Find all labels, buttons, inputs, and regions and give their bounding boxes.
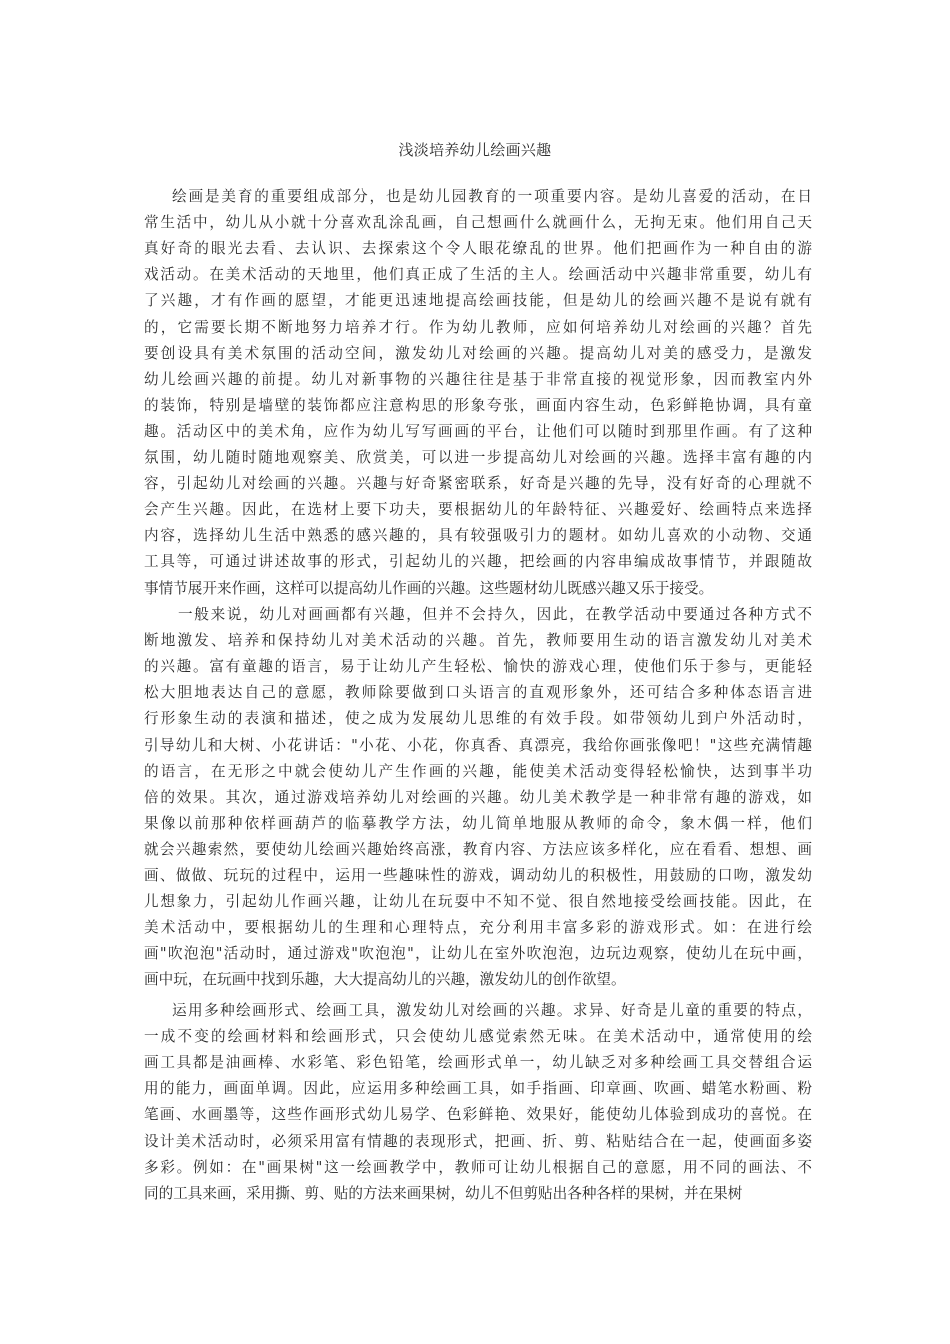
paragraph-2-line: 就会兴趣索然，要使幼儿绘画兴趣始终高涨，教育内容、方法应该多样化，应在看看、想想、画 xyxy=(144,841,812,858)
paragraph-3-line: 用的能力，画面单调。因此，应运用多种绘画工具，如手指画、印章画、吹画、蜡笔水粉画、粉 xyxy=(144,1080,812,1097)
paragraph-3-line: 设计美术活动时，必须采用富有情趣的表现形式，把画、折、剪、粘贴结合在一起，使画面多姿 xyxy=(144,1133,812,1150)
paragraph-1-line: 工具等，可通过讲述故事的形式，引起幼儿的兴趣，把绘画的内容串编成故事情节，并跟随故 xyxy=(144,553,812,570)
paragraph-3-line: 笔画、水画墨等，这些作画形式幼儿易学、色彩鲜艳、效果好，能使幼儿体验到成功的喜悦。在 xyxy=(144,1106,812,1123)
paragraph-3-line: 运用多种绘画形式、绘画工具，激发幼儿对绘画的兴趣。求异、好奇是儿童的重要的特点， xyxy=(172,1002,812,1019)
paragraph-1-line: 容，引起幼儿对绘画的兴趣。兴趣与好奇紧密联系，好奇是兴趣的先导，没有好奇的心理就不 xyxy=(144,475,812,492)
paragraph-1-line: 内容，选择幼儿生活中熟悉的感兴趣的，具有较强吸引力的题材。如幼儿喜欢的小动物、交通 xyxy=(144,527,812,544)
paragraph-2-line: 美术活动中，要根据幼儿的生理和心理特点，充分利用丰富多彩的游戏形式。如：在进行绘 xyxy=(144,919,812,936)
paragraph-1-line: 要创设具有美术氛围的活动空间，激发幼儿对绘画的兴趣。提高幼儿对美的感受力，是激发 xyxy=(144,345,812,362)
paragraph-2-line: 倍的效果。其次，通过游戏培养幼儿对绘画的兴趣。幼儿美术教学是一种非常有趣的游戏，如 xyxy=(144,789,812,806)
paragraph-2-line: 儿想象力，引起幼儿作画兴趣，让幼儿在玩耍中不知不觉、很自然地接受绘画技能。因此，在 xyxy=(144,893,812,910)
paragraph-3-line: 多彩。例如：在"画果树"这一绘画教学中，教师可让幼儿根据自己的意愿，用不同的画法、不 xyxy=(144,1159,812,1176)
paragraph-1-line: 会产生兴趣。因此，在选材上要下功夫，要根据幼儿的年龄特征、兴趣爱好、绘画特点来选择 xyxy=(144,501,812,518)
paragraph-2-line: 一般来说，幼儿对画画都有兴趣，但并不会持久，因此，在教学活动中要通过各种方式不 xyxy=(178,606,812,623)
paragraph-1-line: 了兴趣，才有作画的愿望，才能更迅速地提高绘画技能，但是幼儿的绘画兴趣不是说有就有 xyxy=(144,292,812,309)
paragraph-2-line: 果像以前那种依样画葫芦的临摹教学方法，幼儿简单地服从教师的命令，象木偶一样，他们 xyxy=(144,815,812,832)
paragraph-1-line: 事情节展开来作画，这样可以提高幼儿作画的兴趣。这些题材幼儿既感兴趣又乐于接受。 xyxy=(144,580,714,597)
paragraph-1-line: 常生活中，幼儿从小就十分喜欢乱涂乱画，自己想画什么就画什么，无拘无束。他们用自己天 xyxy=(144,214,812,231)
document-title: 浅淡培养幼儿绘画兴趣 xyxy=(398,141,552,159)
paragraph-3-line: 一成不变的绘画材料和绘画形式，只会使幼儿感觉索然无味。在美术活动中，通常使用的绘 xyxy=(144,1028,812,1045)
paragraph-2-line: 画"吹泡泡"活动时，通过游戏"吹泡泡"，让幼儿在室外吹泡泡，边玩边观察，使幼儿在玩中画， xyxy=(144,945,812,962)
paragraph-2-line: 引导幼儿和大树、小花讲话："小花、小花，你真香、真漂亮，我给你画张像吧！"这些充满情趣 xyxy=(144,737,812,754)
paragraph-1-line: 绘画是美育的重要组成部分，也是幼儿园教育的一项重要内容。是幼儿喜爱的活动，在日 xyxy=(172,188,812,205)
paragraph-1-line: 氛围，幼儿随时随地观察美、欣赏美，可以进一步提高幼儿对绘画的兴趣。选择丰富有趣的内 xyxy=(144,449,812,466)
paragraph-2-line: 画中玩，在玩画中找到乐趣，大大提高幼儿的兴趣，激发幼儿的创作欲望。 xyxy=(144,971,626,988)
paragraph-3-line: 同的工具来画，采用撕、剪、贴的方法来画果树，幼儿不但剪贴出各种各样的果树，并在果树 xyxy=(144,1185,743,1202)
paragraph-1-line: 真好奇的眼光去看、去认识、去探索这个令人眼花缭乱的世界。他们把画作为一种自由的游 xyxy=(144,240,812,257)
paragraph-1-line: 趣。活动区中的美术角，应作为幼儿写写画画的平台，让他们可以随时到那里作画。有了这种 xyxy=(144,423,812,440)
paragraph-2-line: 画、做做、玩玩的过程中，运用一些趣味性的游戏，调动幼儿的积极性，用鼓励的口吻，激发幼 xyxy=(144,867,812,884)
paragraph-1-line: 的，它需要长期不断地努力培养才行。作为幼儿教师，应如何培养幼儿对绘画的兴趣？首先 xyxy=(144,319,812,336)
paragraph-1-line: 的装饰，特别是墙壁的装饰都应注意构思的形象夸张，画面内容生动，色彩鲜艳协调，具有童 xyxy=(144,397,812,414)
paragraph-1-line: 戏活动。在美术活动的天地里，他们真正成了生活的主人。绘画活动中兴趣非常重要，幼儿有 xyxy=(144,266,812,283)
paragraph-2-line: 的语言，在无形之中就会使幼儿产生作画的兴趣，能使美术活动变得轻松愉快，达到事半功 xyxy=(144,763,812,780)
paragraph-3-line: 画工具都是油画棒、水彩笔、彩色铅笔，绘画形式单一，幼儿缺乏对多种绘画工具交替组合运 xyxy=(144,1054,812,1071)
paragraph-1-line: 幼儿绘画兴趣的前提。幼儿对新事物的兴趣往往是基于非常直接的视觉形象，因而教室内外 xyxy=(144,371,812,388)
paragraph-2-line: 的兴趣。富有童趣的语言，易于让幼儿产生轻松、愉快的游戏心理，使他们乐于参与，更能轻 xyxy=(144,658,812,675)
paragraph-2-line: 行形象生动的表演和描述，使之成为发展幼儿思维的有效手段。如带领幼儿到户外活动时， xyxy=(144,710,812,727)
paragraph-2-line: 松大胆地表达自己的意愿，教师除要做到口头语言的直观形象外，还可结合多种体态语言进 xyxy=(144,684,812,701)
paragraph-2-line: 断地激发、培养和保持幼儿对美术活动的兴趣。首先，教师要用生动的语言激发幼儿对美术 xyxy=(144,632,812,649)
